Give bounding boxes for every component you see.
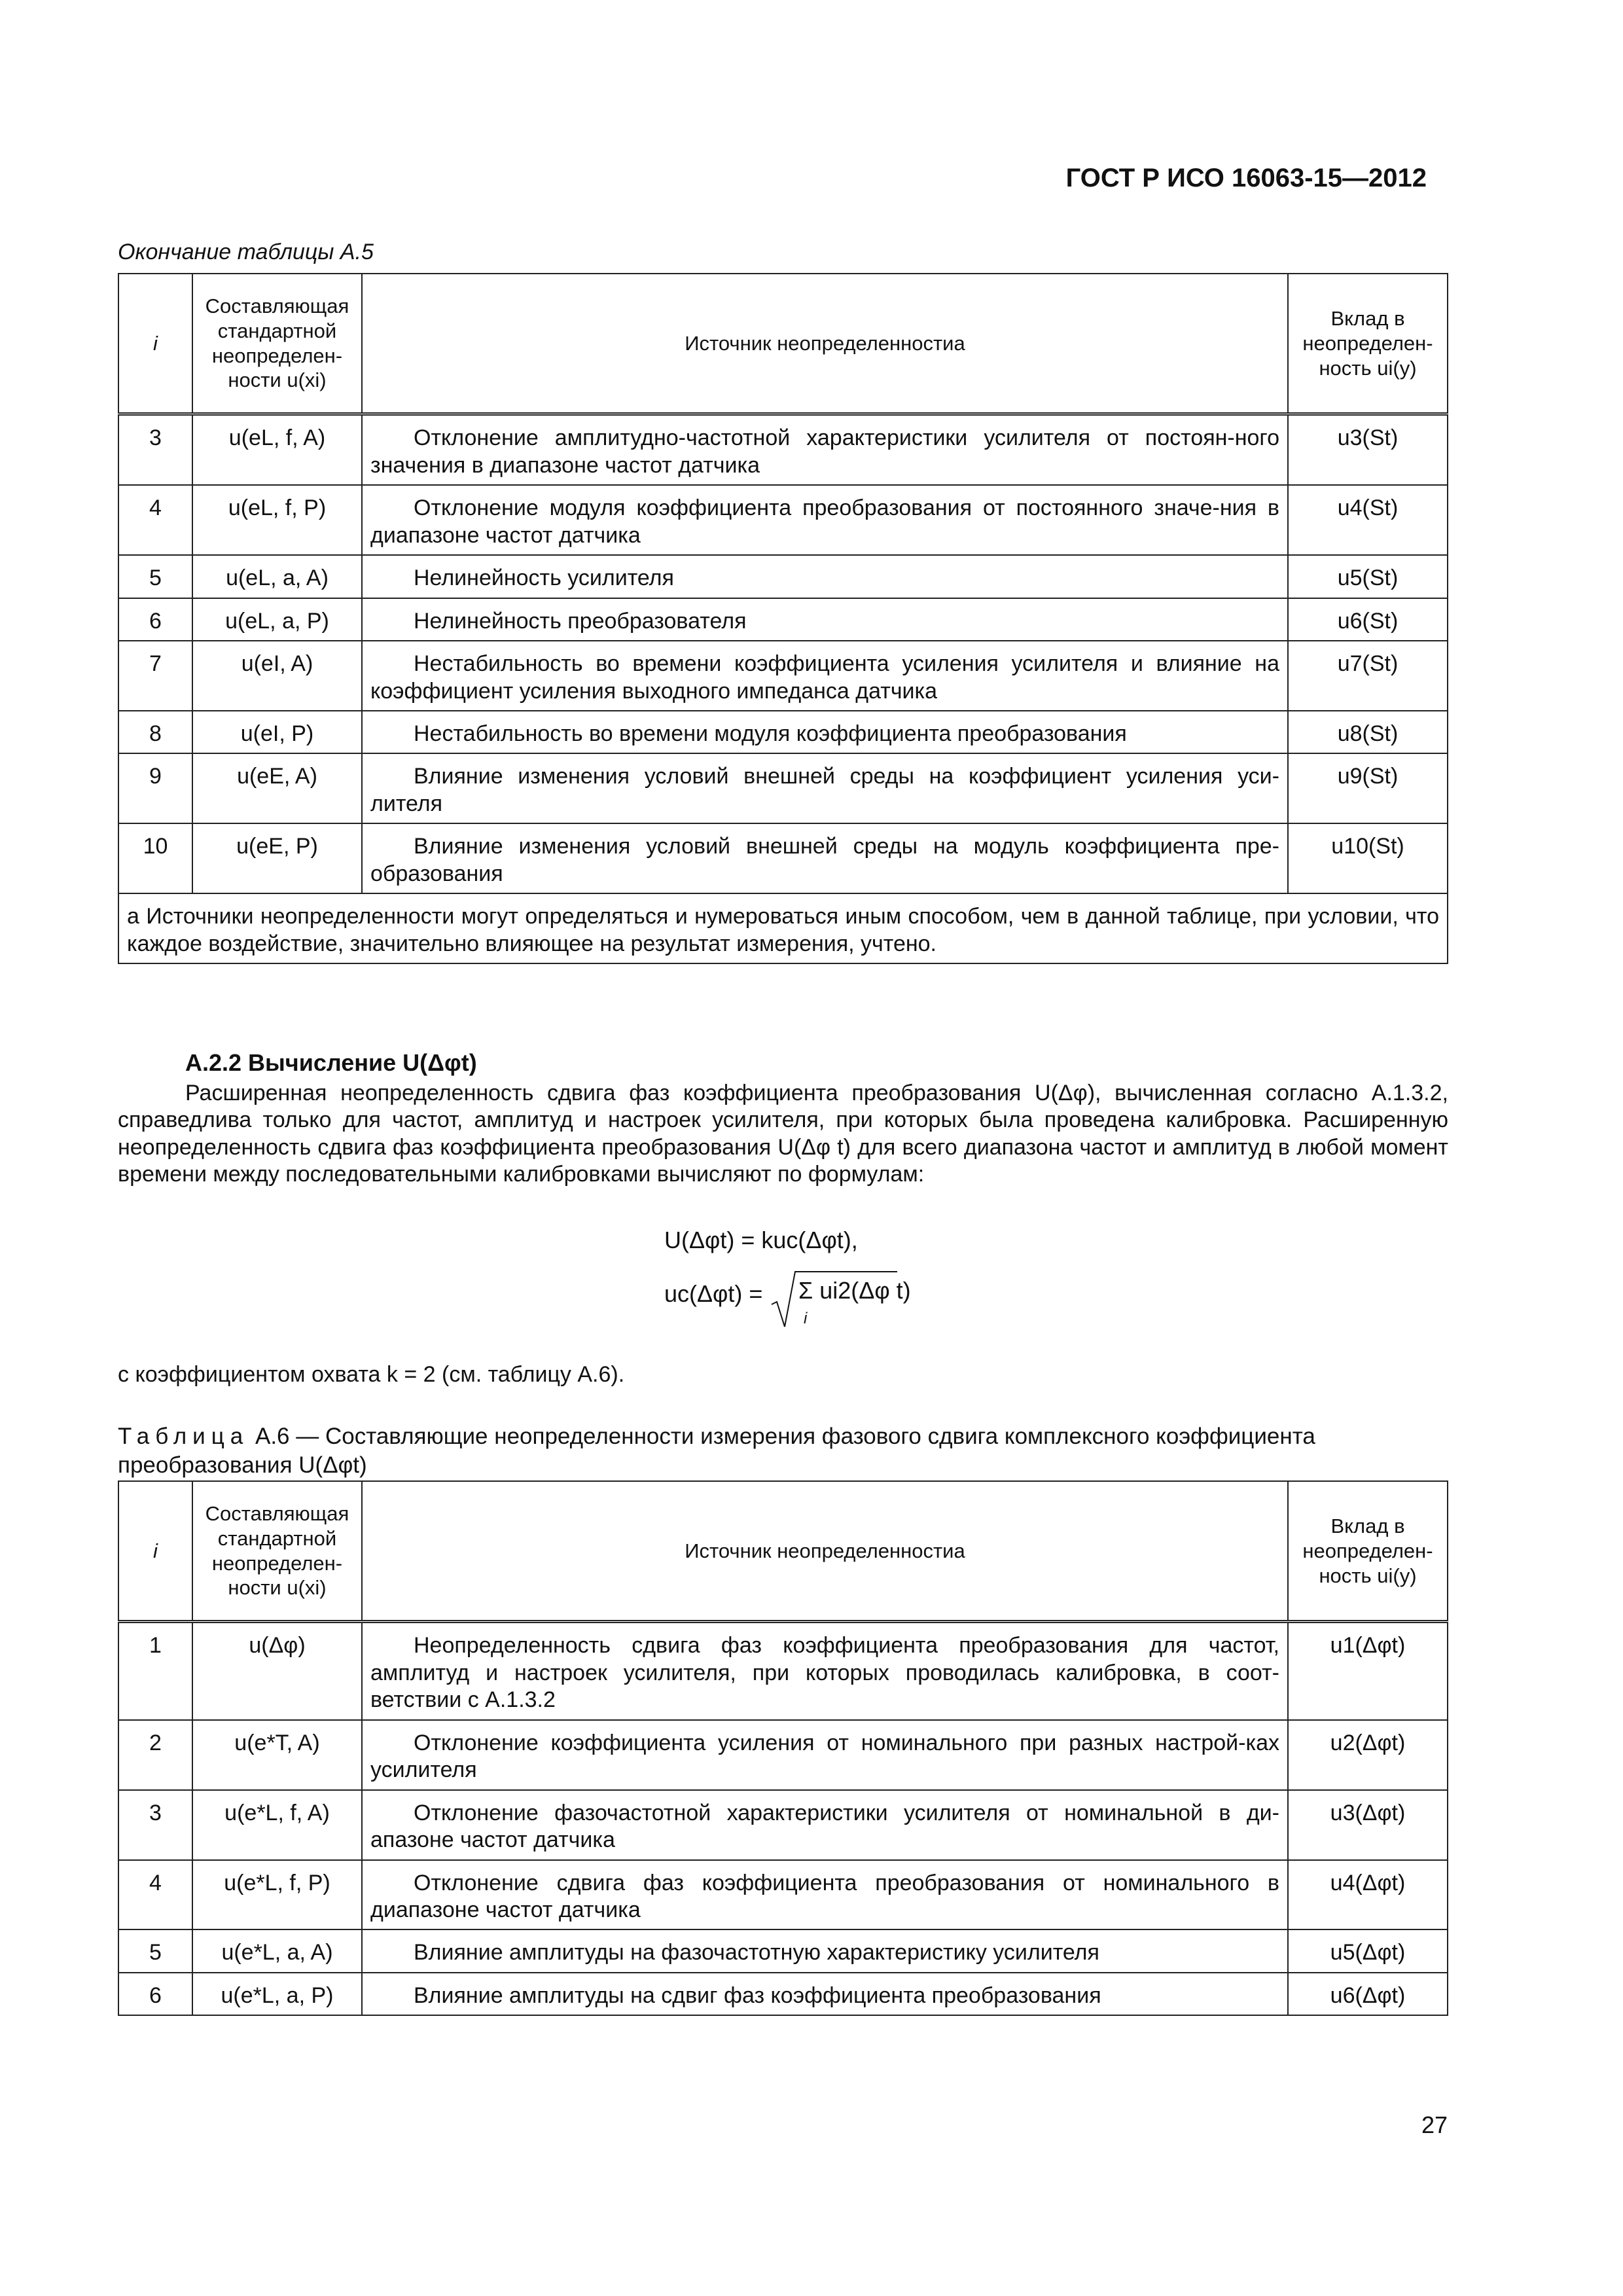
row-component: u(e*L, a, P) [192, 1973, 362, 2015]
table-footnote: a Источники неопределенности могут определяться и нумероваться иным способом, чем в данной таблице, при условии, что каждое воздействие, значительно влияющее на результат измерения, учтено. [118, 893, 1448, 963]
row-source-text: Отклонение амплитудно-частотной характеристики усилителя от постоян-ного значения в диапазоне частот датчика [370, 425, 1279, 478]
section-title: А.2.2 Вычисление U(Δφt) [185, 1049, 477, 1076]
row-index: 5 [118, 1929, 192, 1972]
uncertainty-table-a6 [118, 1480, 1448, 2016]
row-contribution: u3(Δφt) [1288, 1790, 1448, 1860]
row-contribution: u3(St) [1288, 414, 1448, 485]
row-component: u(e*L, f, P) [192, 1860, 362, 1930]
row-index: 4 [118, 1860, 192, 1930]
table-footnote-row [118, 893, 1448, 963]
row-contribution: u5(St) [1288, 555, 1448, 598]
row-source [362, 414, 1288, 485]
row-source-text: Отклонение модуля коэффициента преобразования от постоянного значе-ния в диапазоне частот датчика [370, 495, 1279, 548]
table-header-row [118, 1481, 1448, 1622]
row-source-text: Отклонение коэффициента усиления от номинального при разных настрой-ках усилителя [370, 1730, 1279, 1783]
header-i: i [118, 274, 192, 414]
row-source-text: Нестабильность во времени модуля коэффициента преобразования [414, 721, 1127, 746]
header-contribution: Вклад в неопределен-ность ui(y) [1288, 1481, 1448, 1622]
row-source [362, 711, 1288, 753]
table-row [118, 1790, 1448, 1860]
table-row [118, 1720, 1448, 1790]
row-component: u(e*L, a, A) [192, 1929, 362, 1972]
row-source [362, 1720, 1288, 1790]
table-row [118, 485, 1448, 555]
row-component: u(eI, A) [192, 641, 362, 711]
page-number: 27 [1421, 2111, 1448, 2138]
row-source-text: Нестабильность во времени коэффициента усиления усилителя и влияние на коэффициент усиления выходного импеданса датчика [370, 651, 1279, 704]
table-header-row [118, 274, 1448, 414]
header-component: Составляющая стандартной неопределен-ности u(xi) [192, 274, 362, 414]
formula-combined-uncertainty-lhs: uc(Δφt) = [664, 1280, 763, 1307]
table-row [118, 753, 1448, 823]
table-row [118, 711, 1448, 753]
table-row [118, 1973, 1448, 2015]
row-source [362, 555, 1288, 598]
table-a6-title-prefix: Таблица [118, 1424, 249, 1449]
table-row [118, 1929, 1448, 1972]
row-index: 5 [118, 555, 192, 598]
table-row [118, 414, 1448, 485]
row-contribution: u8(St) [1288, 711, 1448, 753]
section-paragraph-text: Расширенная неопределенность сдвига фаз коэффициента преобразования U(Δφ), вычисленная согласно А.1.3.2, справедлива только для частот, амплитуд и настроек усилителя, при которых была проведена калибровка. Расширенную неопределенность сдвига фаз коэффициента преобразования U(Δφ t) для всего диапазона частот и амплитуд в любой момент времени между последовательными калибровками вычисляют по формулам: [118, 1081, 1448, 1187]
row-source [362, 1973, 1288, 2015]
row-source [362, 1790, 1288, 1860]
header-i: i [118, 1481, 192, 1622]
row-source [362, 641, 1288, 711]
uncertainty-table-a5 [118, 273, 1448, 964]
row-source-text: Неопределенность сдвига фаз коэффициента преобразования для частот, амплитуд и настроек усилителя, при которых проводилась калибровка, в соот-ветствии с А.1.3.2 [370, 1633, 1279, 1713]
row-index: 1 [118, 1622, 192, 1720]
row-source [362, 598, 1288, 641]
formula-sum-index: i [804, 1310, 808, 1327]
row-source [362, 1622, 1288, 1720]
section-paragraph [118, 1080, 1448, 1189]
row-source-text: Влияние амплитуды на сдвиг фаз коэффициента преобразования [414, 1982, 1101, 2008]
row-component: u(eL, f, A) [192, 414, 362, 485]
row-contribution: u6(Δφt) [1288, 1973, 1448, 2015]
row-component: u(eL, a, P) [192, 598, 362, 641]
coverage-factor-text: с коэффициентом охвата k = 2 (см. таблицу А.6). [118, 1362, 625, 1387]
row-contribution: u10(St) [1288, 823, 1448, 893]
row-source-text: Влияние изменения условий внешней среды на модуль коэффициента пре-образования [370, 834, 1279, 886]
row-source [362, 753, 1288, 823]
row-index: 6 [118, 1973, 192, 2015]
row-source [362, 823, 1288, 893]
row-index: 7 [118, 641, 192, 711]
row-source-text: Нелинейность усилителя [414, 565, 674, 591]
row-contribution: u7(St) [1288, 641, 1448, 711]
table-continuation-caption: Окончание таблицы А.5 [118, 240, 374, 264]
table-row [118, 641, 1448, 711]
row-contribution: u6(St) [1288, 598, 1448, 641]
row-contribution: u4(Δφt) [1288, 1860, 1448, 1930]
row-component: u(Δφ) [192, 1622, 362, 1720]
table-row [118, 555, 1448, 598]
row-contribution: u5(Δφt) [1288, 1929, 1448, 1972]
header-source: Источник неопределенностиa [362, 1481, 1288, 1622]
row-index: 3 [118, 1790, 192, 1860]
row-source-text: Нелинейность преобразователя [414, 608, 747, 634]
row-component: u(e*T, A) [192, 1720, 362, 1790]
row-source-text: Влияние изменения условий внешней среды на коэффициент усиления уси-лителя [370, 764, 1279, 816]
row-index: 6 [118, 598, 192, 641]
table-a6-title-text: А.6 — Составляющие неопределенности измерения фазового сдвига комплексного коэффициента преобразования U(Δφt) [118, 1424, 1315, 1478]
row-source-text: Отклонение сдвига фаз коэффициента преобразования от номинального в диапазоне частот датчика [370, 1870, 1279, 1922]
row-component: u(eL, a, A) [192, 555, 362, 598]
row-source [362, 1929, 1288, 1972]
row-component: u(eE, A) [192, 753, 362, 823]
row-index: 10 [118, 823, 192, 893]
row-contribution: u2(Δφt) [1288, 1720, 1448, 1790]
row-index: 2 [118, 1720, 192, 1790]
row-contribution: u4(St) [1288, 485, 1448, 555]
row-component: u(eI, P) [192, 711, 362, 753]
row-contribution: u9(St) [1288, 753, 1448, 823]
row-contribution: u1(Δφt) [1288, 1622, 1448, 1720]
row-index: 8 [118, 711, 192, 753]
header-component: Составляющая стандартной неопределен-ности u(xi) [192, 1481, 362, 1622]
row-component: u(eE, P) [192, 823, 362, 893]
row-component: u(eL, f, P) [192, 485, 362, 555]
row-index: 9 [118, 753, 192, 823]
table-row [118, 598, 1448, 641]
formula-expanded-uncertainty: U(Δφt) = kuc(Δφt), [664, 1227, 858, 1253]
table-row [118, 1860, 1448, 1930]
row-source-text: Влияние амплитуды на фазочастотную характеристику усилителя [414, 1940, 1099, 1965]
row-component: u(e*L, f, A) [192, 1790, 362, 1860]
row-index: 3 [118, 414, 192, 485]
row-source-text: Отклонение фазочастотной характеристики усилителя от номинальной в ди-апазоне частот датчика [370, 1800, 1279, 1853]
table-row [118, 823, 1448, 893]
document-code: ГОСТ Р ИСО 16063-15—2012 [1065, 164, 1427, 192]
header-source: Источник неопределенностиa [362, 274, 1288, 414]
row-index: 4 [118, 485, 192, 555]
table-a6-title [118, 1422, 1448, 1480]
table-row [118, 1622, 1448, 1720]
row-source [362, 1860, 1288, 1930]
row-source [362, 485, 1288, 555]
formula-combined-uncertainty-rhs: Σ ui2(Δφ t) [798, 1277, 911, 1304]
header-contribution: Вклад в неопределен-ность ui(y) [1288, 274, 1448, 414]
